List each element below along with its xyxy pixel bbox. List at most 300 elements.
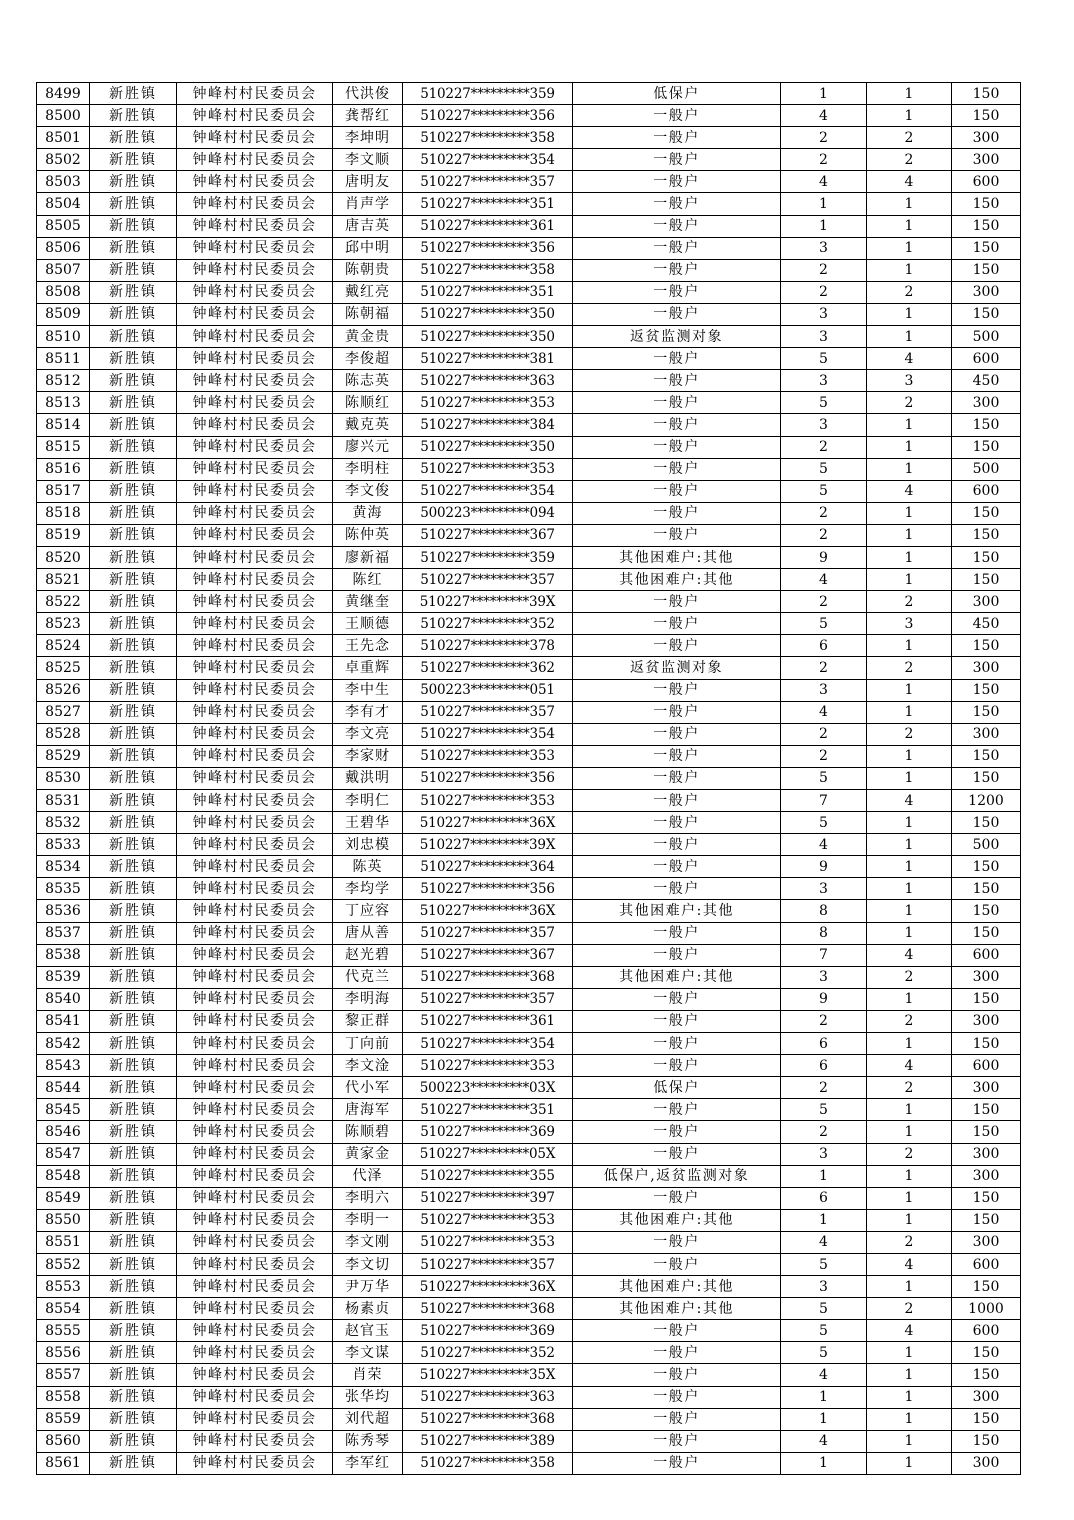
category-cell: 一般户 bbox=[573, 679, 781, 701]
town-cell: 新胜镇 bbox=[90, 502, 177, 524]
covered-count-cell: 1 bbox=[867, 83, 952, 105]
name-cell: 陈朝贵 bbox=[333, 259, 403, 281]
row-number-cell: 8532 bbox=[37, 812, 90, 834]
village-cell: 钟峰村村民委员会 bbox=[177, 878, 333, 900]
covered-count-cell: 1 bbox=[867, 1364, 952, 1386]
category-cell: 一般户 bbox=[573, 723, 781, 745]
town-cell: 新胜镇 bbox=[90, 1099, 177, 1121]
household-size-cell: 2 bbox=[781, 127, 867, 149]
household-size-cell: 2 bbox=[781, 1010, 867, 1032]
category-cell: 一般户 bbox=[573, 878, 781, 900]
name-cell: 李文淦 bbox=[333, 1055, 403, 1077]
row-number-cell: 8505 bbox=[37, 215, 90, 237]
covered-count-cell: 1 bbox=[867, 1165, 952, 1187]
category-cell: 其他困难户:其他 bbox=[573, 900, 781, 922]
category-cell: 一般户 bbox=[573, 988, 781, 1010]
name-cell: 邱中明 bbox=[333, 237, 403, 259]
row-number-cell: 8557 bbox=[37, 1364, 90, 1386]
household-size-cell: 2 bbox=[781, 436, 867, 458]
name-cell: 李文刚 bbox=[333, 1231, 403, 1253]
table-row bbox=[37, 1276, 1021, 1298]
category-cell: 低保户,返贫监测对象 bbox=[573, 1165, 781, 1187]
table-row bbox=[37, 569, 1021, 591]
table-row bbox=[37, 1165, 1021, 1187]
table-row bbox=[37, 679, 1021, 701]
id-number-cell: 510227*********05X bbox=[403, 1143, 573, 1165]
table-row bbox=[37, 436, 1021, 458]
category-cell: 一般户 bbox=[573, 635, 781, 657]
household-size-cell: 3 bbox=[781, 414, 867, 436]
amount-cell: 150 bbox=[952, 635, 1021, 657]
household-size-cell: 5 bbox=[781, 1253, 867, 1275]
id-number-cell: 510227*********353 bbox=[403, 1055, 573, 1077]
town-cell: 新胜镇 bbox=[90, 591, 177, 613]
covered-count-cell: 1 bbox=[867, 1408, 952, 1430]
village-cell: 钟峰村村民委员会 bbox=[177, 1209, 333, 1231]
amount-cell: 600 bbox=[952, 480, 1021, 502]
row-number-cell: 8519 bbox=[37, 524, 90, 546]
village-cell: 钟峰村村民委员会 bbox=[177, 635, 333, 657]
name-cell: 李中生 bbox=[333, 679, 403, 701]
id-number-cell: 510227*********378 bbox=[403, 635, 573, 657]
covered-count-cell: 2 bbox=[867, 1010, 952, 1032]
id-number-cell: 510227*********352 bbox=[403, 613, 573, 635]
row-number-cell: 8540 bbox=[37, 988, 90, 1010]
town-cell: 新胜镇 bbox=[90, 834, 177, 856]
village-cell: 钟峰村村民委员会 bbox=[177, 1320, 333, 1342]
table-row bbox=[37, 1408, 1021, 1430]
row-number-cell: 8520 bbox=[37, 546, 90, 568]
row-number-cell: 8534 bbox=[37, 856, 90, 878]
covered-count-cell: 1 bbox=[867, 701, 952, 723]
id-number-cell: 510227*********36X bbox=[403, 1276, 573, 1298]
town-cell: 新胜镇 bbox=[90, 1298, 177, 1320]
amount-cell: 600 bbox=[952, 1055, 1021, 1077]
row-number-cell: 8561 bbox=[37, 1452, 90, 1474]
household-size-cell: 6 bbox=[781, 1033, 867, 1055]
household-size-cell: 2 bbox=[781, 657, 867, 679]
town-cell: 新胜镇 bbox=[90, 193, 177, 215]
category-cell: 一般户 bbox=[573, 1430, 781, 1452]
covered-count-cell: 1 bbox=[867, 834, 952, 856]
village-cell: 钟峰村村民委员会 bbox=[177, 281, 333, 303]
village-cell: 钟峰村村民委员会 bbox=[177, 370, 333, 392]
name-cell: 黎正群 bbox=[333, 1010, 403, 1032]
category-cell: 一般户 bbox=[573, 237, 781, 259]
amount-cell: 300 bbox=[952, 127, 1021, 149]
household-size-cell: 3 bbox=[781, 966, 867, 988]
covered-count-cell: 4 bbox=[867, 480, 952, 502]
category-cell: 一般户 bbox=[573, 215, 781, 237]
category-cell: 一般户 bbox=[573, 1342, 781, 1364]
id-number-cell: 510227*********358 bbox=[403, 127, 573, 149]
name-cell: 丁向前 bbox=[333, 1033, 403, 1055]
id-number-cell: 510227*********389 bbox=[403, 1430, 573, 1452]
category-cell: 一般户 bbox=[573, 1099, 781, 1121]
id-number-cell: 510227*********35X bbox=[403, 1364, 573, 1386]
amount-cell: 300 bbox=[952, 149, 1021, 171]
category-cell: 一般户 bbox=[573, 1187, 781, 1209]
name-cell: 李明仁 bbox=[333, 790, 403, 812]
household-size-cell: 6 bbox=[781, 1055, 867, 1077]
amount-cell: 1200 bbox=[952, 790, 1021, 812]
household-size-cell: 2 bbox=[781, 281, 867, 303]
covered-count-cell: 1 bbox=[867, 259, 952, 281]
id-number-cell: 510227*********350 bbox=[403, 326, 573, 348]
table-row bbox=[37, 414, 1021, 436]
name-cell: 戴红亮 bbox=[333, 281, 403, 303]
village-cell: 钟峰村村民委员会 bbox=[177, 546, 333, 568]
household-size-cell: 2 bbox=[781, 723, 867, 745]
category-cell: 一般户 bbox=[573, 834, 781, 856]
amount-cell: 150 bbox=[952, 1408, 1021, 1430]
amount-cell: 150 bbox=[952, 900, 1021, 922]
household-size-cell: 2 bbox=[781, 502, 867, 524]
village-cell: 钟峰村村民委员会 bbox=[177, 1165, 333, 1187]
row-number-cell: 8536 bbox=[37, 900, 90, 922]
village-cell: 钟峰村村民委员会 bbox=[177, 326, 333, 348]
table-row bbox=[37, 171, 1021, 193]
name-cell: 王先念 bbox=[333, 635, 403, 657]
table-row bbox=[37, 856, 1021, 878]
category-cell: 一般户 bbox=[573, 414, 781, 436]
household-size-cell: 1 bbox=[781, 1408, 867, 1430]
name-cell: 陈红 bbox=[333, 569, 403, 591]
name-cell: 李文俊 bbox=[333, 480, 403, 502]
table-row bbox=[37, 1010, 1021, 1032]
village-cell: 钟峰村村民委员会 bbox=[177, 1121, 333, 1143]
covered-count-cell: 1 bbox=[867, 414, 952, 436]
household-size-cell: 1 bbox=[781, 1165, 867, 1187]
row-number-cell: 8535 bbox=[37, 878, 90, 900]
table-row bbox=[37, 900, 1021, 922]
household-size-cell: 3 bbox=[781, 679, 867, 701]
category-cell: 其他困难户:其他 bbox=[573, 1298, 781, 1320]
amount-cell: 300 bbox=[952, 1077, 1021, 1099]
table-row bbox=[37, 635, 1021, 657]
name-cell: 李俊超 bbox=[333, 348, 403, 370]
covered-count-cell: 1 bbox=[867, 326, 952, 348]
town-cell: 新胜镇 bbox=[90, 1364, 177, 1386]
category-cell: 其他困难户:其他 bbox=[573, 1276, 781, 1298]
household-size-cell: 2 bbox=[781, 591, 867, 613]
name-cell: 丁应容 bbox=[333, 900, 403, 922]
town-cell: 新胜镇 bbox=[90, 856, 177, 878]
amount-cell: 150 bbox=[952, 745, 1021, 767]
village-cell: 钟峰村村民委员会 bbox=[177, 591, 333, 613]
id-number-cell: 510227*********361 bbox=[403, 215, 573, 237]
household-size-cell: 4 bbox=[781, 1364, 867, 1386]
id-number-cell: 500223*********094 bbox=[403, 502, 573, 524]
table-row bbox=[37, 281, 1021, 303]
household-size-cell: 4 bbox=[781, 701, 867, 723]
covered-count-cell: 3 bbox=[867, 613, 952, 635]
amount-cell: 300 bbox=[952, 1010, 1021, 1032]
covered-count-cell: 1 bbox=[867, 878, 952, 900]
village-cell: 钟峰村村民委员会 bbox=[177, 1386, 333, 1408]
covered-count-cell: 1 bbox=[867, 1342, 952, 1364]
amount-cell: 150 bbox=[952, 105, 1021, 127]
covered-count-cell: 2 bbox=[867, 1143, 952, 1165]
covered-count-cell: 2 bbox=[867, 1077, 952, 1099]
id-number-cell: 510227*********351 bbox=[403, 1099, 573, 1121]
category-cell: 一般户 bbox=[573, 1386, 781, 1408]
name-cell: 廖兴元 bbox=[333, 436, 403, 458]
amount-cell: 150 bbox=[952, 922, 1021, 944]
row-number-cell: 8533 bbox=[37, 834, 90, 856]
town-cell: 新胜镇 bbox=[90, 723, 177, 745]
row-number-cell: 8517 bbox=[37, 480, 90, 502]
row-number-cell: 8523 bbox=[37, 613, 90, 635]
covered-count-cell: 4 bbox=[867, 944, 952, 966]
covered-count-cell: 1 bbox=[867, 1209, 952, 1231]
id-number-cell: 510227*********353 bbox=[403, 392, 573, 414]
covered-count-cell: 1 bbox=[867, 502, 952, 524]
town-cell: 新胜镇 bbox=[90, 348, 177, 370]
id-number-cell: 510227*********350 bbox=[403, 436, 573, 458]
covered-count-cell: 4 bbox=[867, 1253, 952, 1275]
village-cell: 钟峰村村民委员会 bbox=[177, 1364, 333, 1386]
village-cell: 钟峰村村民委员会 bbox=[177, 215, 333, 237]
table-row bbox=[37, 326, 1021, 348]
household-size-cell: 5 bbox=[781, 1320, 867, 1342]
id-number-cell: 510227*********364 bbox=[403, 856, 573, 878]
household-size-cell: 1 bbox=[781, 1452, 867, 1474]
amount-cell: 150 bbox=[952, 1033, 1021, 1055]
covered-count-cell: 1 bbox=[867, 856, 952, 878]
covered-count-cell: 1 bbox=[867, 1430, 952, 1452]
covered-count-cell: 1 bbox=[867, 1187, 952, 1209]
household-size-cell: 5 bbox=[781, 812, 867, 834]
table-row bbox=[37, 392, 1021, 414]
name-cell: 代洪俊 bbox=[333, 83, 403, 105]
category-cell: 一般户 bbox=[573, 1143, 781, 1165]
amount-cell: 1000 bbox=[952, 1298, 1021, 1320]
village-cell: 钟峰村村民委员会 bbox=[177, 193, 333, 215]
household-size-cell: 3 bbox=[781, 1276, 867, 1298]
category-cell: 一般户 bbox=[573, 1055, 781, 1077]
row-number-cell: 8545 bbox=[37, 1099, 90, 1121]
household-size-cell: 5 bbox=[781, 1099, 867, 1121]
id-number-cell: 510227*********353 bbox=[403, 458, 573, 480]
row-number-cell: 8546 bbox=[37, 1121, 90, 1143]
town-cell: 新胜镇 bbox=[90, 546, 177, 568]
village-cell: 钟峰村村民委员会 bbox=[177, 1408, 333, 1430]
name-cell: 陈仲英 bbox=[333, 524, 403, 546]
id-number-cell: 510227*********39X bbox=[403, 591, 573, 613]
table-row bbox=[37, 1033, 1021, 1055]
amount-cell: 500 bbox=[952, 834, 1021, 856]
town-cell: 新胜镇 bbox=[90, 944, 177, 966]
table-row bbox=[37, 1143, 1021, 1165]
covered-count-cell: 1 bbox=[867, 524, 952, 546]
row-number-cell: 8522 bbox=[37, 591, 90, 613]
household-size-cell: 5 bbox=[781, 480, 867, 502]
id-number-cell: 510227*********381 bbox=[403, 348, 573, 370]
table-row bbox=[37, 1342, 1021, 1364]
household-size-cell: 2 bbox=[781, 1121, 867, 1143]
name-cell: 李均学 bbox=[333, 878, 403, 900]
village-cell: 钟峰村村民委员会 bbox=[177, 966, 333, 988]
id-number-cell: 510227*********368 bbox=[403, 966, 573, 988]
household-size-cell: 9 bbox=[781, 988, 867, 1010]
name-cell: 代克兰 bbox=[333, 966, 403, 988]
table-row bbox=[37, 237, 1021, 259]
id-number-cell: 510227*********36X bbox=[403, 812, 573, 834]
id-number-cell: 510227*********357 bbox=[403, 1253, 573, 1275]
village-cell: 钟峰村村民委员会 bbox=[177, 1033, 333, 1055]
name-cell: 李有才 bbox=[333, 701, 403, 723]
household-size-cell: 2 bbox=[781, 745, 867, 767]
household-size-cell: 4 bbox=[781, 834, 867, 856]
household-size-cell: 2 bbox=[781, 259, 867, 281]
village-cell: 钟峰村村民委员会 bbox=[177, 237, 333, 259]
id-number-cell: 510227*********358 bbox=[403, 259, 573, 281]
household-size-cell: 7 bbox=[781, 790, 867, 812]
name-cell: 刘代超 bbox=[333, 1408, 403, 1430]
category-cell: 一般户 bbox=[573, 1253, 781, 1275]
covered-count-cell: 4 bbox=[867, 1055, 952, 1077]
covered-count-cell: 1 bbox=[867, 922, 952, 944]
id-number-cell: 510227*********356 bbox=[403, 878, 573, 900]
village-cell: 钟峰村村民委员会 bbox=[177, 1010, 333, 1032]
amount-cell: 300 bbox=[952, 966, 1021, 988]
covered-count-cell: 2 bbox=[867, 281, 952, 303]
name-cell: 陈秀琴 bbox=[333, 1430, 403, 1452]
village-cell: 钟峰村村民委员会 bbox=[177, 524, 333, 546]
id-number-cell: 510227*********363 bbox=[403, 1386, 573, 1408]
household-size-cell: 3 bbox=[781, 370, 867, 392]
village-cell: 钟峰村村民委员会 bbox=[177, 1342, 333, 1364]
amount-cell: 150 bbox=[952, 215, 1021, 237]
amount-cell: 150 bbox=[952, 1364, 1021, 1386]
village-cell: 钟峰村村民委员会 bbox=[177, 767, 333, 789]
household-size-cell: 9 bbox=[781, 856, 867, 878]
village-cell: 钟峰村村民委员会 bbox=[177, 723, 333, 745]
row-number-cell: 8558 bbox=[37, 1386, 90, 1408]
id-number-cell: 510227*********354 bbox=[403, 149, 573, 171]
id-number-cell: 510227*********354 bbox=[403, 480, 573, 502]
row-number-cell: 8516 bbox=[37, 458, 90, 480]
town-cell: 新胜镇 bbox=[90, 171, 177, 193]
id-number-cell: 510227*********36X bbox=[403, 900, 573, 922]
row-number-cell: 8524 bbox=[37, 635, 90, 657]
id-number-cell: 510227*********357 bbox=[403, 988, 573, 1010]
name-cell: 尹万华 bbox=[333, 1276, 403, 1298]
amount-cell: 300 bbox=[952, 1143, 1021, 1165]
row-number-cell: 8509 bbox=[37, 303, 90, 325]
id-number-cell: 510227*********367 bbox=[403, 944, 573, 966]
row-number-cell: 8543 bbox=[37, 1055, 90, 1077]
amount-cell: 150 bbox=[952, 1209, 1021, 1231]
town-cell: 新胜镇 bbox=[90, 480, 177, 502]
table-row bbox=[37, 480, 1021, 502]
town-cell: 新胜镇 bbox=[90, 790, 177, 812]
category-cell: 一般户 bbox=[573, 856, 781, 878]
village-cell: 钟峰村村民委员会 bbox=[177, 1187, 333, 1209]
row-number-cell: 8512 bbox=[37, 370, 90, 392]
id-number-cell: 500223*********03X bbox=[403, 1077, 573, 1099]
table-row bbox=[37, 812, 1021, 834]
row-number-cell: 8538 bbox=[37, 944, 90, 966]
household-size-cell: 4 bbox=[781, 569, 867, 591]
covered-count-cell: 1 bbox=[867, 436, 952, 458]
covered-count-cell: 1 bbox=[867, 679, 952, 701]
amount-cell: 150 bbox=[952, 1342, 1021, 1364]
household-size-cell: 4 bbox=[781, 105, 867, 127]
town-cell: 新胜镇 bbox=[90, 966, 177, 988]
amount-cell: 150 bbox=[952, 524, 1021, 546]
town-cell: 新胜镇 bbox=[90, 436, 177, 458]
category-cell: 一般户 bbox=[573, 613, 781, 635]
town-cell: 新胜镇 bbox=[90, 1430, 177, 1452]
village-cell: 钟峰村村民委员会 bbox=[177, 944, 333, 966]
name-cell: 刘忠模 bbox=[333, 834, 403, 856]
name-cell: 李文谋 bbox=[333, 1342, 403, 1364]
table-row bbox=[37, 657, 1021, 679]
covered-count-cell: 2 bbox=[867, 1298, 952, 1320]
village-cell: 钟峰村村民委员会 bbox=[177, 790, 333, 812]
row-number-cell: 8515 bbox=[37, 436, 90, 458]
category-cell: 一般户 bbox=[573, 944, 781, 966]
town-cell: 新胜镇 bbox=[90, 679, 177, 701]
name-cell: 代泽 bbox=[333, 1165, 403, 1187]
town-cell: 新胜镇 bbox=[90, 767, 177, 789]
table-row bbox=[37, 1320, 1021, 1342]
name-cell: 廖新福 bbox=[333, 546, 403, 568]
amount-cell: 150 bbox=[952, 878, 1021, 900]
household-size-cell: 3 bbox=[781, 237, 867, 259]
town-cell: 新胜镇 bbox=[90, 1143, 177, 1165]
id-number-cell: 510227*********355 bbox=[403, 1165, 573, 1187]
town-cell: 新胜镇 bbox=[90, 878, 177, 900]
amount-cell: 300 bbox=[952, 1165, 1021, 1187]
covered-count-cell: 1 bbox=[867, 105, 952, 127]
row-number-cell: 8559 bbox=[37, 1408, 90, 1430]
covered-count-cell: 4 bbox=[867, 171, 952, 193]
village-cell: 钟峰村村民委员会 bbox=[177, 1298, 333, 1320]
id-number-cell: 510227*********368 bbox=[403, 1408, 573, 1430]
town-cell: 新胜镇 bbox=[90, 1452, 177, 1474]
covered-count-cell: 1 bbox=[867, 303, 952, 325]
amount-cell: 150 bbox=[952, 812, 1021, 834]
table-row bbox=[37, 988, 1021, 1010]
village-cell: 钟峰村村民委员会 bbox=[177, 679, 333, 701]
town-cell: 新胜镇 bbox=[90, 1209, 177, 1231]
row-number-cell: 8510 bbox=[37, 326, 90, 348]
category-cell: 一般户 bbox=[573, 436, 781, 458]
category-cell: 一般户 bbox=[573, 480, 781, 502]
table-row bbox=[37, 1187, 1021, 1209]
id-number-cell: 500223*********051 bbox=[403, 679, 573, 701]
household-size-cell: 1 bbox=[781, 215, 867, 237]
town-cell: 新胜镇 bbox=[90, 215, 177, 237]
name-cell: 戴克英 bbox=[333, 414, 403, 436]
row-number-cell: 8531 bbox=[37, 790, 90, 812]
covered-count-cell: 1 bbox=[867, 635, 952, 657]
row-number-cell: 8518 bbox=[37, 502, 90, 524]
town-cell: 新胜镇 bbox=[90, 1121, 177, 1143]
covered-count-cell: 4 bbox=[867, 790, 952, 812]
town-cell: 新胜镇 bbox=[90, 127, 177, 149]
category-cell: 一般户 bbox=[573, 767, 781, 789]
amount-cell: 300 bbox=[952, 392, 1021, 414]
covered-count-cell: 2 bbox=[867, 657, 952, 679]
row-number-cell: 8511 bbox=[37, 348, 90, 370]
household-size-cell: 3 bbox=[781, 303, 867, 325]
category-cell: 一般户 bbox=[573, 701, 781, 723]
covered-count-cell: 1 bbox=[867, 237, 952, 259]
